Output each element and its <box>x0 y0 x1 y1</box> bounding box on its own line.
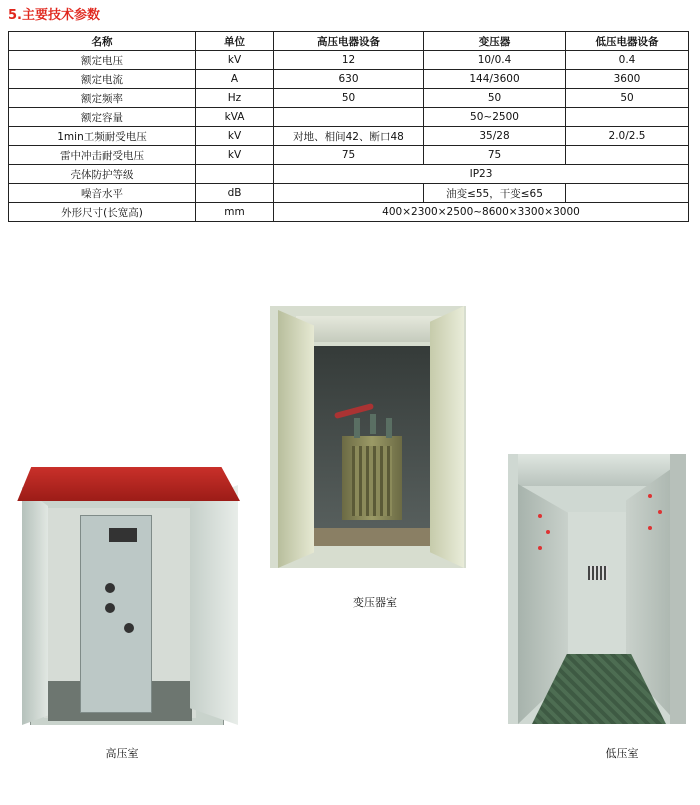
cell-span: IP23 <box>274 165 689 184</box>
cell-span: 400×2300×2500~8600×3300×3000 <box>274 203 689 222</box>
low-voltage-room-caption: 低压室 <box>605 747 639 760</box>
cell-hv <box>274 184 424 203</box>
header-lv: 低压电器设备 <box>566 32 689 51</box>
cell-unit: mm <box>196 203 274 222</box>
header-unit: 单位 <box>196 32 274 51</box>
cell-tx: 35/28 <box>424 127 566 146</box>
table-row <box>9 203 689 222</box>
spec-table <box>8 31 689 222</box>
cell-name: 1min工频耐受电压 <box>9 127 196 146</box>
header-hv: 高压电器设备 <box>274 32 424 51</box>
header-name: 名称 <box>9 32 196 51</box>
cell-lv <box>566 184 689 203</box>
table-row <box>9 51 689 70</box>
section-heading: 5.主要技术参数 <box>8 8 100 23</box>
cell-lv: 2.0/2.5 <box>566 127 689 146</box>
low-voltage-room-photo <box>508 454 686 724</box>
table-row <box>9 127 689 146</box>
cell-tx: 144/3600 <box>424 70 566 89</box>
table-header-row <box>9 32 689 51</box>
cell-lv: 50 <box>566 89 689 108</box>
cell-unit: kV <box>196 127 274 146</box>
cell-name: 雷中冲击耐受电压 <box>9 146 196 165</box>
high-voltage-room-caption: 高压室 <box>105 747 139 760</box>
cell-lv: 0.4 <box>566 51 689 70</box>
cell-tx: 油变≤55，干变≤65 <box>424 184 566 203</box>
cell-hv: 75 <box>274 146 424 165</box>
cell-name: 额定电流 <box>9 70 196 89</box>
cell-unit: A <box>196 70 274 89</box>
cell-name: 外形尺寸(长宽高) <box>9 203 196 222</box>
cell-tx: 50~2500 <box>424 108 566 127</box>
header-tx: 变压器 <box>424 32 566 51</box>
table-row <box>9 146 689 165</box>
transformer-room-photo <box>270 306 466 568</box>
cell-lv: 3600 <box>566 70 689 89</box>
cell-name: 噪音水平 <box>9 184 196 203</box>
cell-unit: kV <box>196 146 274 165</box>
cell-unit: kV <box>196 51 274 70</box>
cell-hv: 对地、相间42、断口48 <box>274 127 424 146</box>
cell-unit <box>196 165 274 184</box>
cell-hv: 50 <box>274 89 424 108</box>
transformer-room-caption: 变压器室 <box>353 596 397 609</box>
cell-tx: 10/0.4 <box>424 51 566 70</box>
cell-name: 壳体防护等级 <box>9 165 196 184</box>
cell-unit: dB <box>196 184 274 203</box>
cell-hv <box>274 108 424 127</box>
cell-unit: Hz <box>196 89 274 108</box>
cell-unit: kVA <box>196 108 274 127</box>
cell-name: 额定电压 <box>9 51 196 70</box>
cell-hv: 630 <box>274 70 424 89</box>
cell-lv <box>566 146 689 165</box>
cell-tx: 50 <box>424 89 566 108</box>
cell-tx: 75 <box>424 146 566 165</box>
table-row <box>9 165 689 184</box>
cell-hv: 12 <box>274 51 424 70</box>
table-row <box>9 89 689 108</box>
high-voltage-room-photo <box>4 463 240 725</box>
cell-lv <box>566 108 689 127</box>
cell-name: 额定频率 <box>9 89 196 108</box>
table-row <box>9 70 689 89</box>
table-row <box>9 108 689 127</box>
table-row <box>9 184 689 203</box>
cell-name: 额定容量 <box>9 108 196 127</box>
